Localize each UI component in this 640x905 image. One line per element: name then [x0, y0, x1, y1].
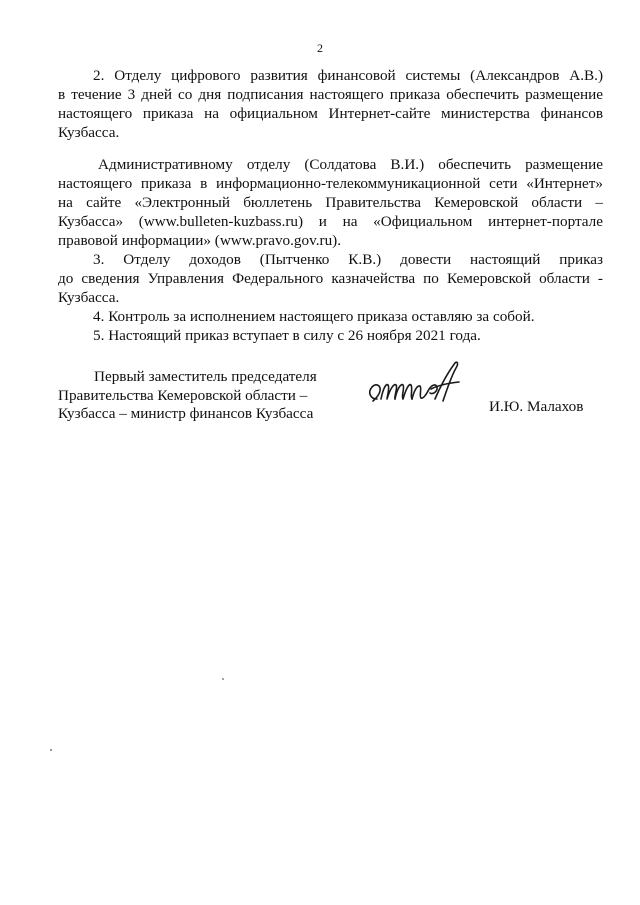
- paragraph-2: [58, 66, 603, 142]
- paragraph-line: правовой информации» (www.pravo.gov.ru).: [58, 232, 342, 249]
- position-line: Правительства Кемеровской области –: [58, 386, 308, 404]
- position-line: Первый заместитель председателя: [94, 368, 317, 385]
- scan-speck: [222, 678, 224, 680]
- paragraph-line: 2. Отделу цифрового развития финансовой системы (Александров А.В.): [93, 67, 603, 84]
- paragraph-line: 4. Контроль за исполнением настоящего приказа оставляю за собой.: [93, 308, 535, 325]
- signatory-position: [58, 368, 358, 424]
- paragraph-line: 5. Настоящий приказ вступает в силу с 26 ноября 2021 года.: [93, 327, 481, 344]
- paragraph-line: 3. Отделу доходов (Пытченко К.В.) довести настоящий приказ: [93, 251, 603, 268]
- position-line: Кузбасса – министр финансов Кузбасса: [58, 405, 314, 422]
- paragraph-3: [58, 250, 603, 307]
- paragraph-line: на сайте «Электронный бюллетень Правительства Кемеровской области –: [58, 194, 603, 211]
- paragraph-line: Кузбасса.: [58, 124, 120, 141]
- paragraph-line: Кузбасса.: [58, 289, 120, 306]
- page-number: 2: [317, 41, 323, 55]
- paragraph-4: [58, 307, 603, 326]
- paragraph-5: [58, 326, 603, 345]
- paragraph-line: настоящего приказа на официальном Интернет-сайте министерства финансов: [58, 105, 603, 122]
- handwritten-signature: [363, 355, 468, 415]
- paragraph-line: настоящего приказа в информационно-телекоммуникационной сети «Интернет»: [58, 175, 603, 192]
- signatory-name: И.Ю. Малахов: [489, 398, 584, 415]
- paragraph-admin: [58, 155, 603, 250]
- paragraph-line: Кузбасса» (www.bulleten-kuzbass.ru) и на «Официальном интернет-портале: [58, 213, 603, 230]
- paragraph-line: в течение 3 дней со дня подписания настоящего приказа обеспечить размещение: [58, 86, 603, 103]
- scan-speck: [50, 749, 52, 751]
- document-body: [58, 66, 603, 345]
- paragraph-line: до сведения Управления Федерального казначейства по Кемеровской области -: [58, 270, 603, 287]
- paragraph-line: Административному отделу (Солдатова В.И.) обеспечить размещение: [98, 156, 603, 173]
